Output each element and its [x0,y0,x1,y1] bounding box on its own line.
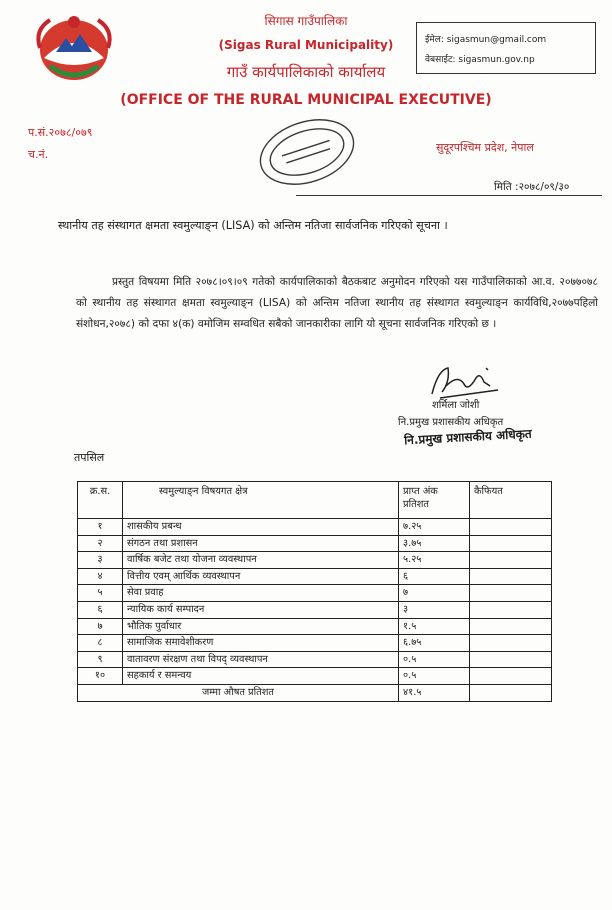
table-row [78,552,552,569]
area-cell: भौतिक पुर्वाधार [123,618,399,635]
table-label: तपसिल [74,451,105,464]
header-remarks: कैफियत [470,482,552,519]
score-cell: ६ [399,568,470,585]
serial-cell: १० [78,668,123,685]
score-cell: ३ [399,601,470,618]
remarks-cell [470,635,552,652]
date-underline [296,195,602,196]
score-cell: ३.७५ [399,535,470,552]
remarks-cell [470,601,552,618]
table-header-row [78,482,552,519]
area-cell: शासकीय प्रबन्ध [123,519,399,536]
remarks-cell [470,651,552,668]
area-cell: सहकार्य र समन्वय [123,668,399,685]
serial-cell: ४ [78,568,123,585]
score-cell: ५.२५ [399,552,470,569]
remarks-cell [470,618,552,635]
signatory-title: नि.प्रमुख प्रशासकीय अधिकृत [398,417,504,428]
table-row [78,585,552,602]
remarks-cell [470,552,552,569]
signatory-name: शर्मिला जोशी [432,400,480,411]
table-row [78,651,552,668]
table-row [78,618,552,635]
serial-cell: १ [78,519,123,536]
score-cell: ७.२५ [399,519,470,536]
table-row [78,601,552,618]
score-cell: ०.५ [399,651,470,668]
serial-cell: ७ [78,618,123,635]
remarks-cell [470,568,552,585]
table-total-row [78,684,552,701]
table-row [78,519,552,536]
serial-cell: ९ [78,651,123,668]
header-area: स्वमुल्याङ्न विषयगत क्षेत्र [123,482,399,519]
table-row [78,635,552,652]
score-cell: ७ [399,585,470,602]
area-cell: वातावरण संरक्षण तथा विपद् व्यवस्थापन [123,651,399,668]
notice-body [76,272,598,335]
remarks-cell [470,668,552,685]
area-cell: वित्तीय एवम् आर्थिक व्यवस्थापन [123,568,399,585]
area-cell: न्यायिक कार्य सम्पादन [123,601,399,618]
office-name-nepali: गाउँ कार्यपालिकाको कार्यालय [226,63,386,81]
dispatch-number: च.नं. [28,148,49,161]
office-name-english: (OFFICE OF THE RURAL MUNICIPAL EXECUTIVE) [120,92,492,108]
notice-subject: स्थानीय तह संस्थागत क्षमता स्वमुल्याङ्न (LISA) को अन्तिम नतिजा सार्वजनिक गरिएको सूचना । [58,219,448,232]
serial-cell: २ [78,535,123,552]
contact-box [416,22,596,74]
handwritten-signature [420,364,510,400]
signatory-stamp-title: नि.प्रमुख प्रशासकीय अधिकृत [403,426,533,448]
score-cell: ६.७५ [399,635,470,652]
serial-cell: ५ [78,585,123,602]
office-stamp [252,112,362,192]
score-cell: १.५ [399,618,470,635]
serial-cell: ३ [78,552,123,569]
total-value: ४१.५ [399,684,470,701]
municipality-name-english: (Sigas Rural Municipality) [218,38,394,52]
header-serial: क्र.स. [78,482,123,519]
letter-date: मिति :२०७८/०९/३० [494,181,570,193]
email-line: ईमेल: sigasmun@gmail.com [425,35,547,45]
table-row [78,668,552,685]
header-score: प्राप्त अंक प्रतिशत [399,482,470,519]
area-cell: सेवा प्रवाह [123,585,399,602]
remarks-cell [470,519,552,536]
notice-body-text: प्रस्तुत विषयमा मिति २०७८।०९।०९ गतेको कार्यपालिकाको बैठकबाट अनुमोदन गरिएको यस गाउँपालिकाको आ.व. २०७७०७८ को स्थानीय तह संस्थागत क्षमता स्वमुल्याङ्न (LISA) को अन्तिम नतिजा स्थानीय तह संस्थागत स्वमुल्याङ्न कार्यविधि,२०७७पहिलो संशोधन,२०७८) को दफा ४(क) वमोजिम सम्वधित सबैको जानकारीका लागि यो सूचना सार्वजनिक गरिएको छ । [76,276,598,330]
remarks-cell [470,535,552,552]
serial-cell: ६ [78,601,123,618]
website-line: वेबसाईट: sigasmun.gov.np [425,55,535,65]
remarks-cell [470,585,552,602]
table-row [78,535,552,552]
serial-cell: ८ [78,635,123,652]
lisa-score-table [77,481,552,702]
score-cell: ०.५ [399,668,470,685]
municipality-name-nepali: सिगास गाउँपालिका [264,14,348,28]
total-label: जम्मा औषत प्रतिशत [78,684,399,701]
area-cell: वार्षिक बजेट तथा योजना व्यवस्थापन [123,552,399,569]
area-cell: सामाजिक समावेशीकरण [123,635,399,652]
reference-number: प.सं.२०७८/०७९ [28,126,93,139]
total-remarks [470,684,552,701]
province-name: सुदूरपश्चिम प्रदेश, नेपाल [436,141,534,154]
table-row [78,568,552,585]
area-cell: संगठन तथा प्रशासन [123,535,399,552]
